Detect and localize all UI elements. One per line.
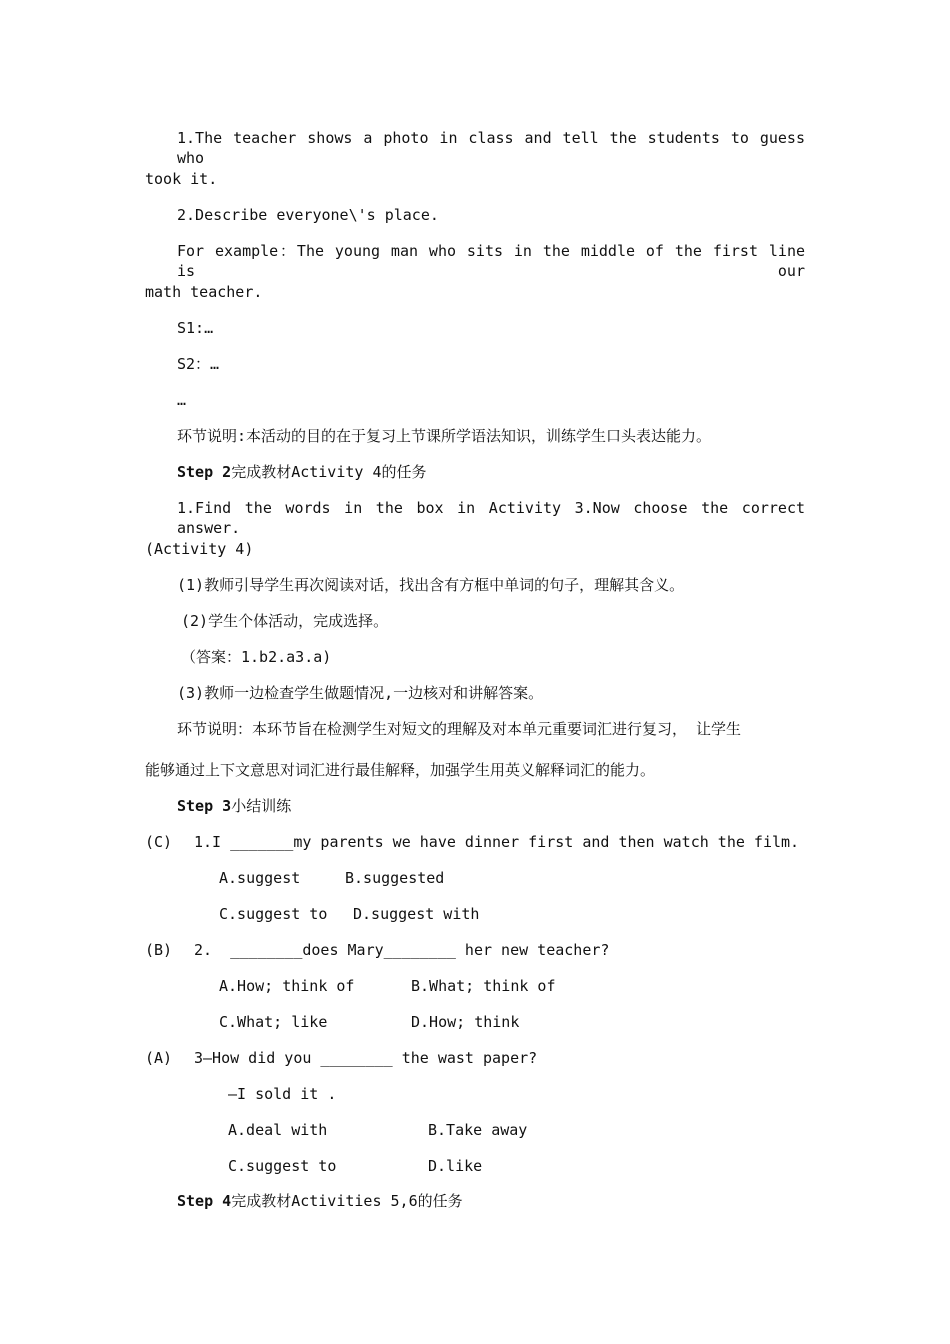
question-2-option-c: C.What; like: [219, 1013, 328, 1031]
question-1-option-c: C.suggest to: [219, 905, 328, 923]
example-line-2: math teacher.: [145, 283, 263, 301]
section-note-1: 环节说明:本活动的目的在于复习上节课所学语法知识，训练学生口头表达能力。: [177, 427, 712, 445]
question-3-option-a: A.deal with: [228, 1121, 328, 1139]
step-2-text: 完成教材Activity 4的任务: [231, 463, 427, 481]
question-3-stem: 3—How did you ________ the wast paper?: [194, 1049, 538, 1067]
paragraph-1-line-1: 1.The teacher shows a photo in class and tell the students to guess who: [177, 129, 805, 167]
section-note-2-line-1: 环节说明：本环节旨在检测学生对短文的理解及对本单元重要词汇进行复习， 让学生: [177, 720, 742, 738]
question-3-option-c: C.suggest to: [228, 1157, 337, 1175]
find-words-line-2: (Activity 4): [145, 540, 254, 558]
question-1-option-a: A.suggest: [219, 869, 301, 887]
example-line-1: For example：The young man who sits in the middle of the first line is our: [177, 242, 805, 280]
question-2-option-b: B.What; think of: [411, 977, 556, 995]
step-4-label: Step 4: [177, 1192, 232, 1210]
question-1-option-d: D.suggest with: [353, 905, 480, 923]
question-3-reply: —I sold it .: [228, 1085, 337, 1103]
step-2-heading: [177, 462, 427, 482]
question-2-stem: 2. ________does Mary________ her new teacher?: [194, 941, 610, 959]
section-note-2-line-2: 能够通过上下文意思对词汇进行最佳解释，加强学生用英义解释词汇的能力。: [145, 761, 656, 779]
ellipsis-line: …: [177, 391, 187, 409]
student-2-line: S2：…: [177, 355, 220, 373]
question-1-key: (C): [145, 833, 173, 851]
question-2-option-a: A.How; think of: [219, 977, 355, 995]
step-3-text: 小结训练: [231, 797, 292, 815]
question-1-option-b: B.suggested: [345, 869, 445, 887]
question-2-option-d: D.How; think: [411, 1013, 520, 1031]
answer-key: （答案：1.b2.a3.a): [181, 648, 332, 666]
question-2-key: (B): [145, 941, 173, 959]
step-4-heading: [177, 1191, 463, 1211]
step-3-label: Step 3: [177, 797, 232, 815]
instruction-2: (2)学生个体活动，完成选择。: [181, 612, 389, 630]
instruction-1: (1)教师引导学生再次阅读对话，找出含有方框中单词的句子，理解其含义。: [177, 576, 685, 594]
student-1-line: S1:…: [177, 319, 214, 337]
find-words-line-1: 1.Find the words in the box in Activity 3.Now choose the correct answer.: [177, 499, 805, 537]
step-3-heading: [177, 796, 291, 816]
question-1-stem: 1.I _______my parents we have dinner first and then watch the film.: [194, 833, 800, 851]
question-3-option-b: B.Take away: [428, 1121, 528, 1139]
step-2-label: Step 2: [177, 463, 232, 481]
step-4-text: 完成教材Activities 5,6的任务: [231, 1192, 463, 1210]
paragraph-1-line-2: took it.: [145, 170, 218, 188]
question-3-option-d: D.like: [428, 1157, 483, 1175]
question-3-key: (A): [145, 1049, 173, 1067]
paragraph-2: 2.Describe everyone\'s place.: [177, 206, 439, 224]
instruction-3: (3)教师一边检查学生做题情况,一边核对和讲解答案。: [177, 684, 544, 702]
